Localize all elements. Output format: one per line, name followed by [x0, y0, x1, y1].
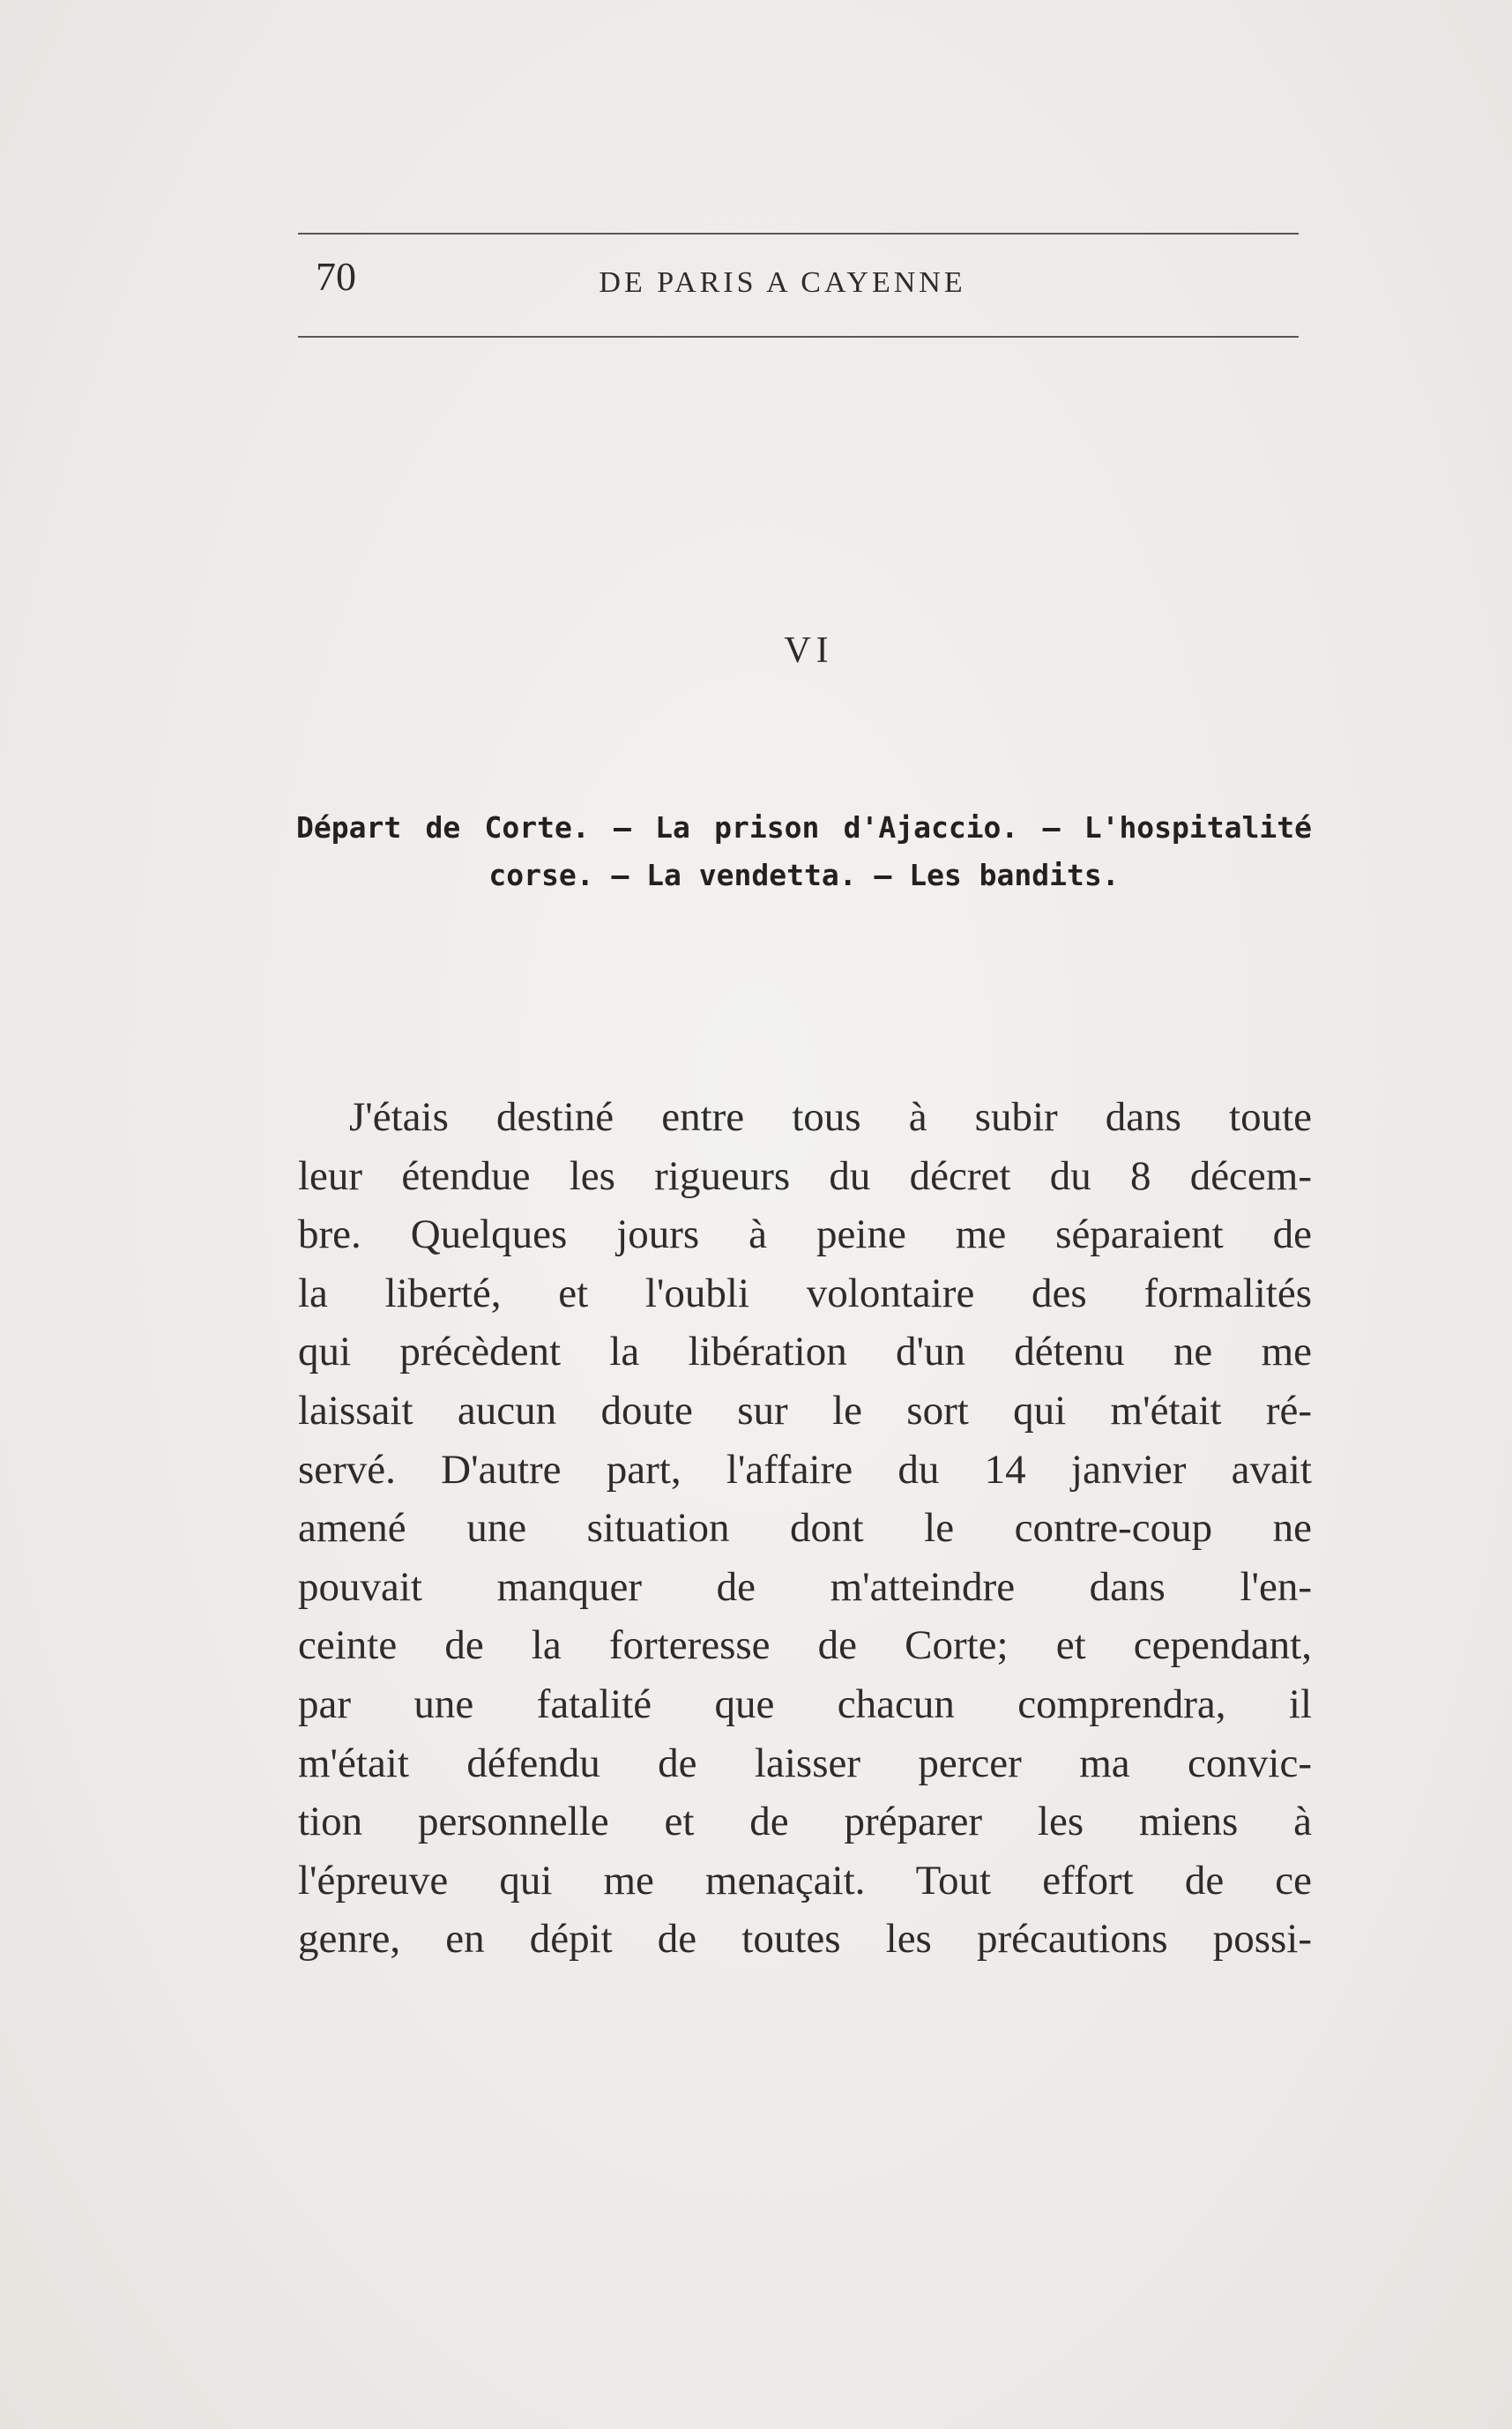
- text-line: ceinte de la forteresse de Corte; et cependant,: [298, 1622, 1312, 1669]
- header-top-rule: [298, 233, 1299, 235]
- page-number: 70: [316, 254, 356, 299]
- text-line: pouvait manquer de m'atteindre dans l'en-: [298, 1563, 1312, 1610]
- text-line: amené une situation dont le contre-coup ne: [298, 1505, 1312, 1552]
- text-line: par une fatalité que chacun comprendra, il: [298, 1680, 1312, 1727]
- text-line: tion personnelle et de préparer les miens à: [298, 1799, 1312, 1845]
- text-line: genre, en dépit de toutes les précautions possi-: [298, 1916, 1312, 1963]
- text-line: J'étais destiné entre tous à subir dans toute: [349, 1094, 1312, 1140]
- text-line: l'épreuve qui me menaçait. Tout effort de ce: [298, 1857, 1312, 1904]
- text-line: qui précèdent la libération d'un détenu ne me: [298, 1329, 1312, 1375]
- header-bottom-rule: [298, 336, 1299, 338]
- text-line: servé. D'autre part, l'affaire du 14 janvier avait: [298, 1446, 1312, 1493]
- text-line: bre. Quelques jours à peine me séparaient de: [298, 1211, 1312, 1258]
- text-line: la liberté, et l'oubli volontaire des formalités: [298, 1270, 1312, 1316]
- text-line: laissait aucun doute sur le sort qui m'était ré-: [298, 1387, 1312, 1434]
- body-paragraph: [298, 1088, 1312, 1969]
- chapter-summary-line: corse. — La vendetta. — Les bandits.: [488, 858, 1120, 892]
- text-line: m'était défendu de laisser percer ma convic-: [298, 1740, 1312, 1786]
- chapter-number: VI: [784, 630, 834, 671]
- running-title: DE PARIS A CAYENNE: [599, 266, 966, 299]
- text-line: leur étendue les rigueurs du décret du 8 décem-: [298, 1152, 1312, 1199]
- chapter-summary: [296, 804, 1312, 899]
- chapter-summary-line: Départ de Corte. — La prison d'Ajaccio. — L'hospitalité: [296, 810, 1312, 845]
